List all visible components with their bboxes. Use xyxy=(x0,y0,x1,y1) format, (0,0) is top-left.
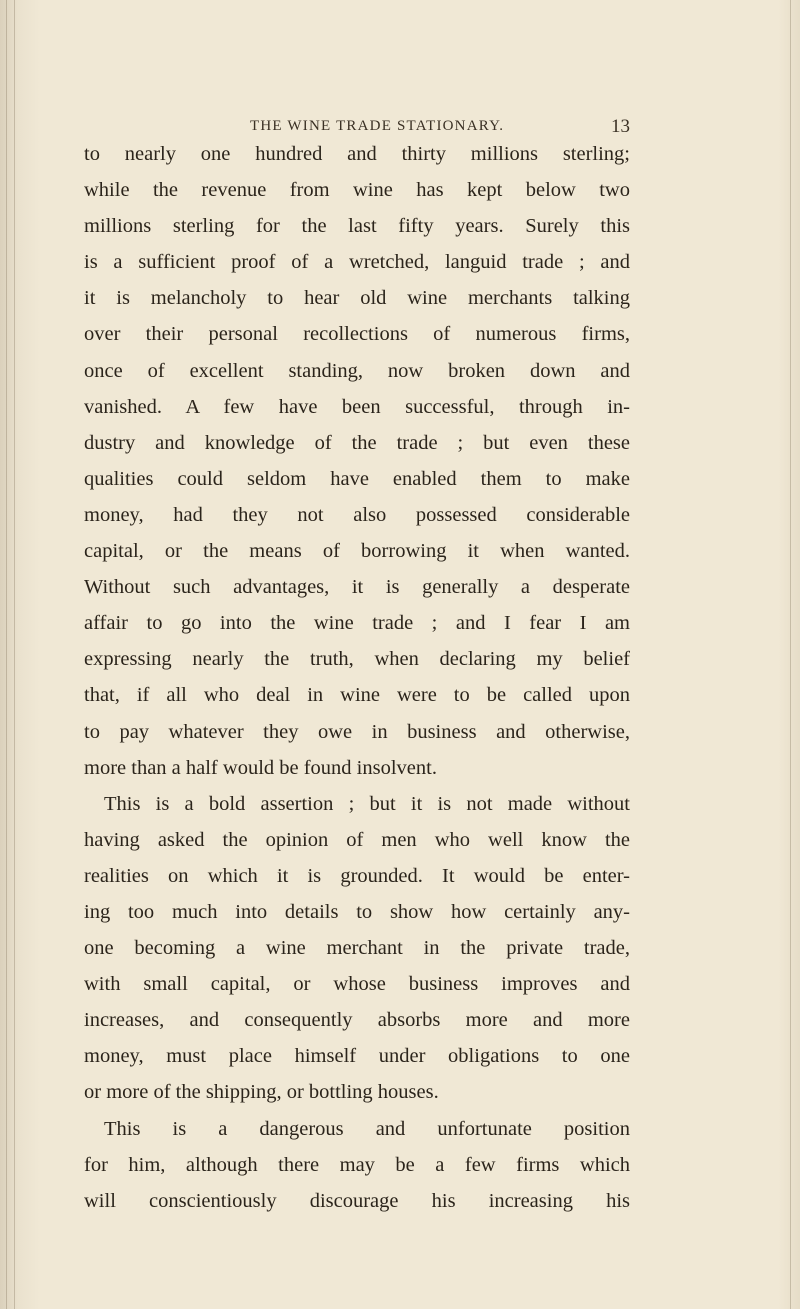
text-line: affair to go into the wine trade ; and I fear I am xyxy=(84,612,630,635)
page-number: 13 xyxy=(611,116,630,137)
text-line: dustry and knowledge of the trade ; but even these xyxy=(84,431,630,454)
text-line: or more of the shipping, or bottling houses. xyxy=(84,1081,439,1104)
running-title: THE WINE TRADE STATIONARY. xyxy=(250,118,505,134)
text-line: vanished. A few have been successful, through in- xyxy=(84,395,630,418)
text-line: money, had they not also possessed considerable xyxy=(84,503,630,526)
text-line: one becoming a wine merchant in the private trade, xyxy=(84,937,630,960)
text-line: Without such advantages, it is generally a desperate xyxy=(84,576,630,599)
text-line: having asked the opinion of men who well know the xyxy=(84,828,630,851)
text-line: qualities could seldom have enabled them to make xyxy=(84,467,630,490)
text-line: with small capital, or whose business improves and xyxy=(84,973,630,996)
page-edge-line xyxy=(14,0,15,1309)
text-line: more than a half would be found insolvent. xyxy=(84,756,437,779)
text-line: money, must place himself under obligations to one xyxy=(84,1045,630,1068)
body-text xyxy=(84,136,630,1219)
page-edge-line xyxy=(6,0,7,1309)
text-line: capital, or the means of borrowing it when wanted. xyxy=(84,540,630,563)
text-line: for him, although there may be a few firms which xyxy=(84,1153,630,1176)
text-line: is a sufficient proof of a wretched, languid trade ; and xyxy=(84,251,630,274)
text-line: will conscientiously discourage his increasing his xyxy=(84,1189,630,1212)
text-line: that, if all who deal in wine were to be called upon xyxy=(84,684,630,707)
text-line: once of excellent standing, now broken down and xyxy=(84,359,630,382)
text-line: increases, and consequently absorbs more and more xyxy=(84,1009,630,1032)
page-edge-line xyxy=(790,0,791,1309)
text-line: This is a bold assertion ; but it is not made without xyxy=(104,792,630,815)
text-line: millions sterling for the last fifty years. Surely this xyxy=(84,215,630,238)
text-line: This is a dangerous and unfortunate position xyxy=(104,1117,630,1140)
text-line: it is melancholy to hear old wine merchants talking xyxy=(84,287,630,310)
text-line: while the revenue from wine has kept below two xyxy=(84,179,630,202)
text-line: expressing nearly the truth, when declaring my belief xyxy=(84,648,630,671)
text-line: to pay whatever they owe in business and otherwise, xyxy=(84,720,630,743)
text-line: to nearly one hundred and thirty millions sterling; xyxy=(84,143,630,165)
text-line: over their personal recollections of numerous firms, xyxy=(84,323,630,346)
text-line: realities on which it is grounded. It would be enter- xyxy=(84,864,630,887)
text-line: ing too much into details to show how certainly any- xyxy=(84,900,630,923)
